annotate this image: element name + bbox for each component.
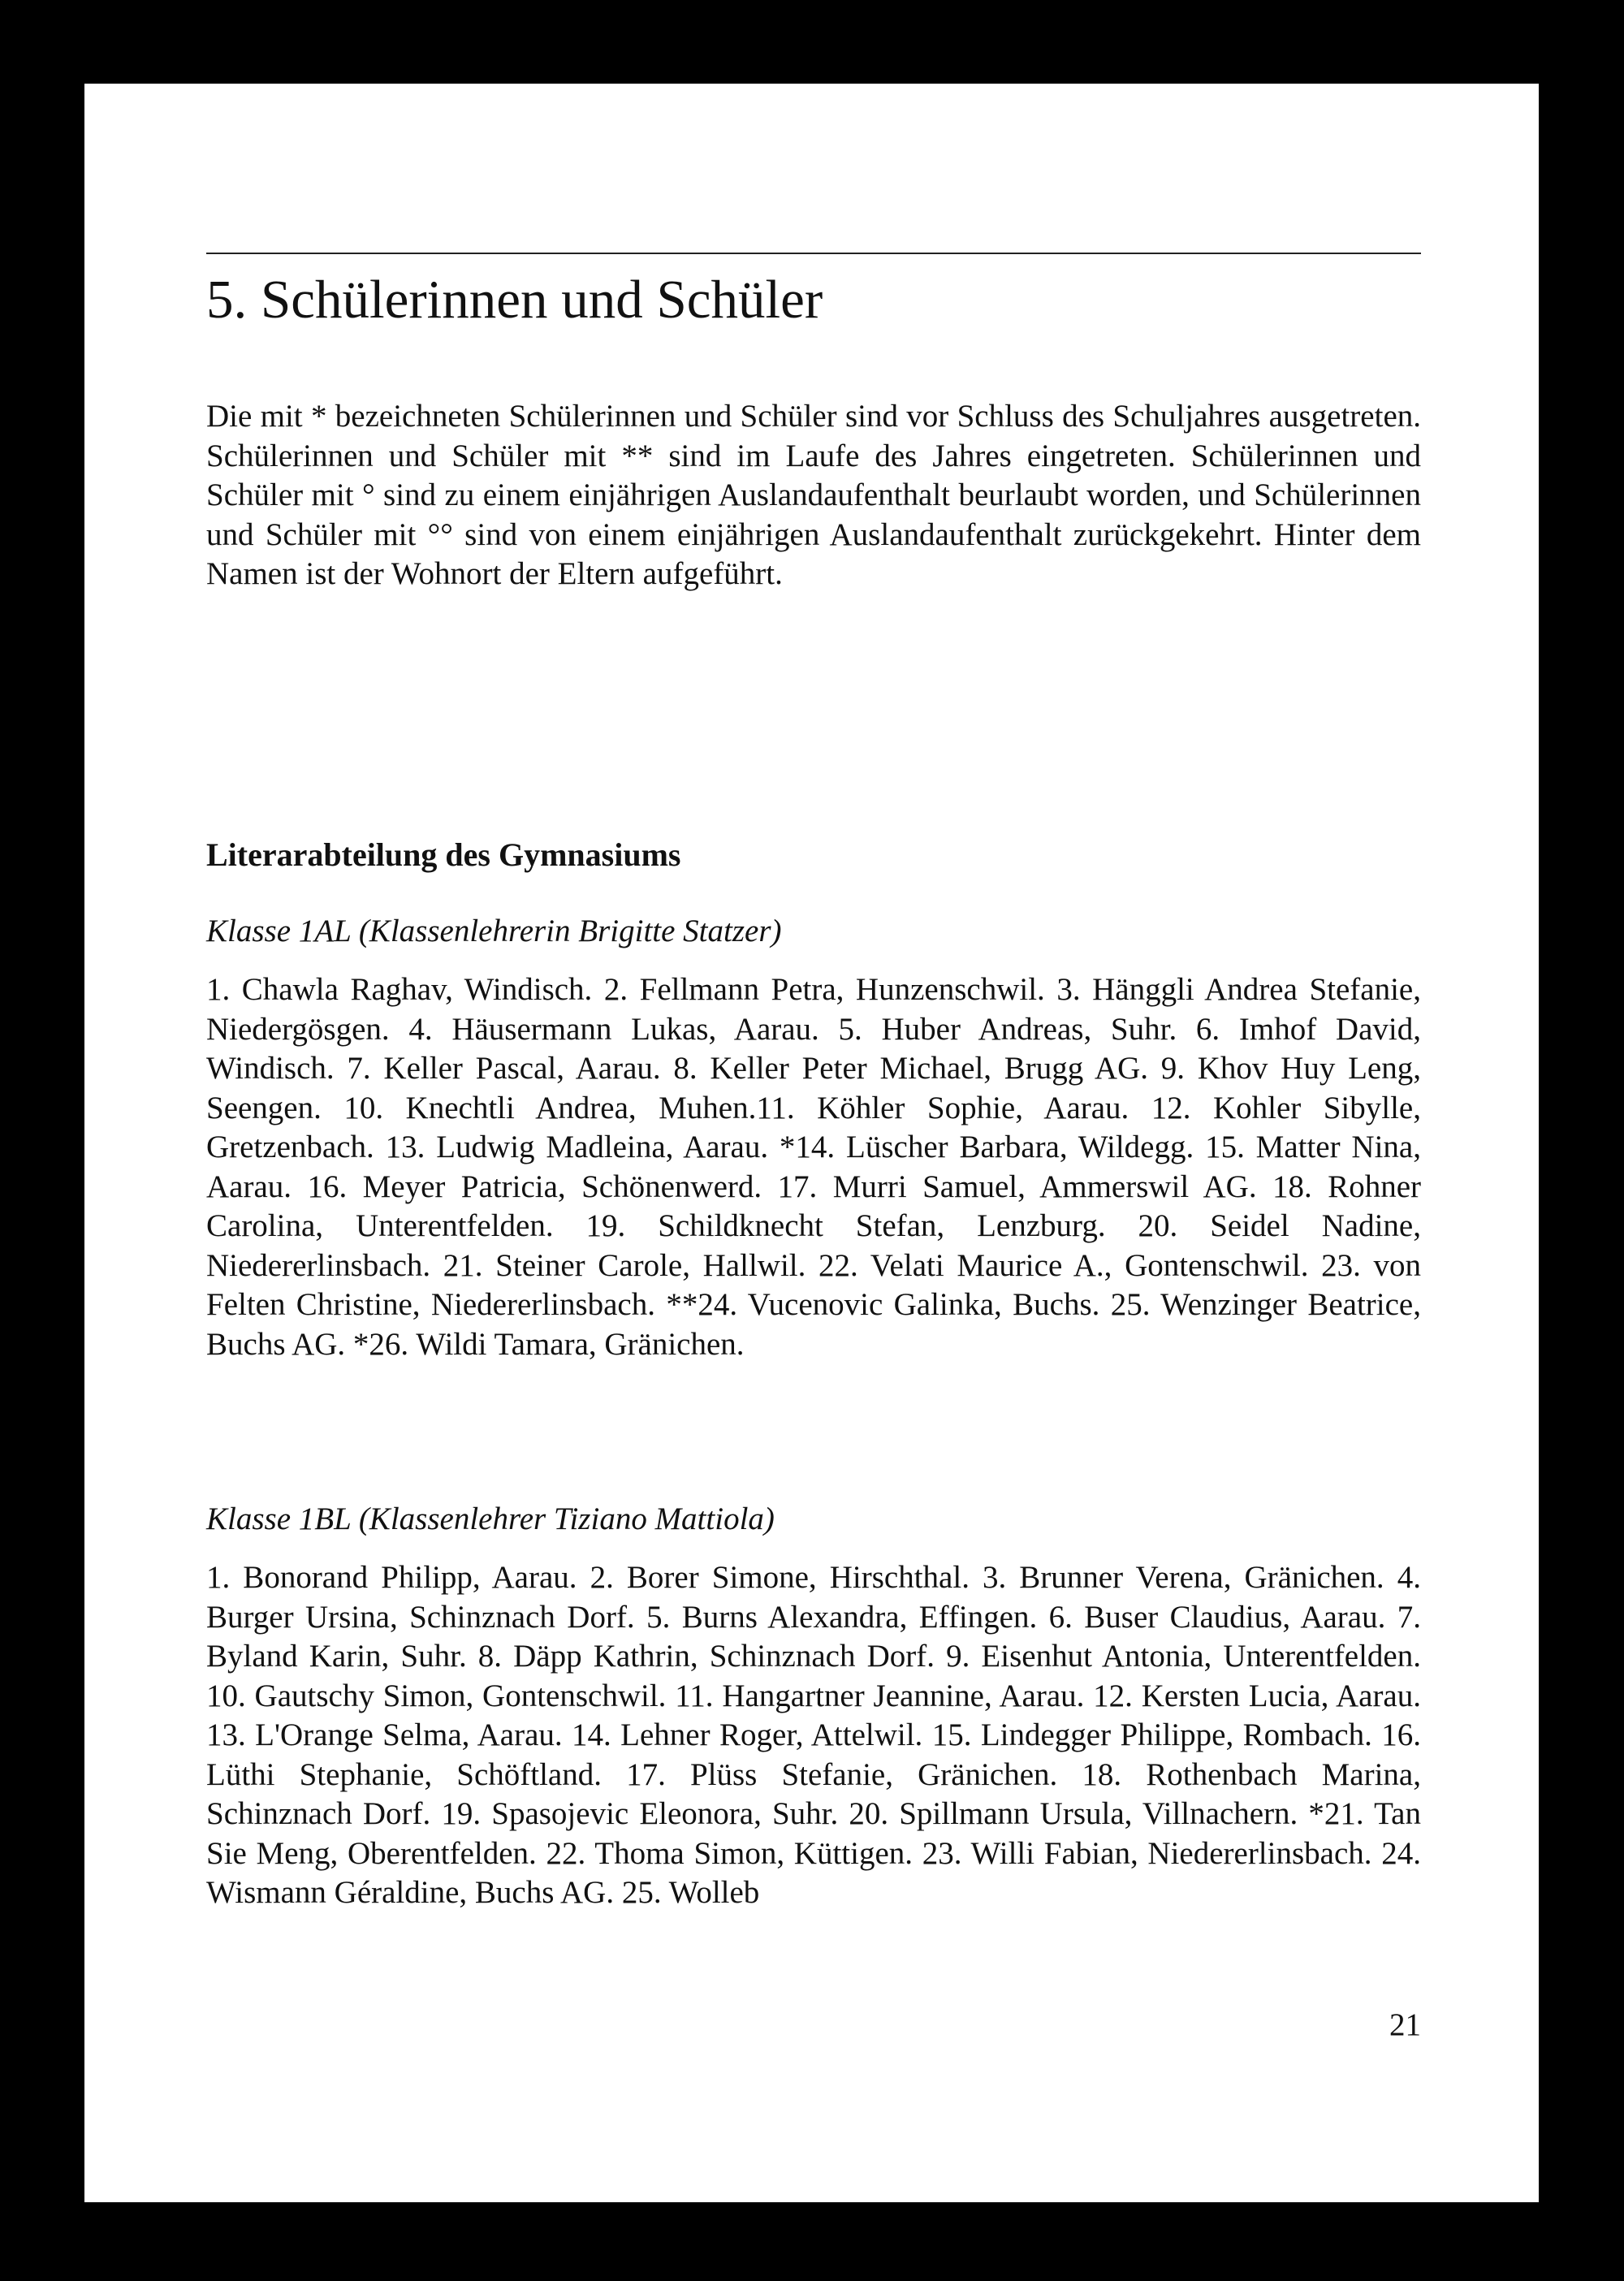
- student-list-1bl: 1. Bonorand Philipp, Aarau. 2. Borer Simone, Hirschthal. 3. Brunner Verena, Gränichen. 4. Burger Ursina, Schinznach Dorf. 5. Burns Alexandra, Effingen. 6. Buser Claudius, Aarau. 7. Byland Karin, Suhr. 8. Däpp Kathrin, Schinznach Dorf. 9. Eisenhut Antonia, Unterentfelden. 10. Gautschy Simon, Gontenschwil. 11. Hangartner Jeannine, Aarau. 12. Kersten Lucia, Aarau. 13. L'Orange Selma, Aarau. 14. Lehner Roger, Attelwil. 15. Lindegger Philippe, Rombach. 16. Lüthi Stephanie, Schöftland. 17. Plüss Stefanie, Gränichen. 18. Rothenbach Marina, Schinznach Dorf. 19. Spasojevic Eleonora, Suhr. 20. Spillmann Ursula, Villnachern. *21. Tan Sie Meng, Oberentfelden. 22. Thoma Simon, Küttigen. 23. Willi Fabian, Niedererlinsbach. 24. Wismann Géraldine, Buchs AG. 25. Wolleb: [206, 1560, 1421, 1910]
- intro-paragraph: Die mit * bezeichneten Schülerinnen und Schüler sind vor Schluss des Schuljahres ausgetreten. Schülerinnen und Schüler mit ** sind im Laufe des Jahres eingetreten. Schülerinnen und Schüler mit ° sind zu einem einjährigen Auslandaufenthalt beurlaubt worden, und Schülerinnen und Schüler mit °° sind von einem einjährigen Auslandaufenthalt zurückgekehrt. Hinter dem Namen ist der Wohnort der Eltern aufgeführt.: [206, 399, 1421, 591]
- chapter-heading: 5. Schülerinnen und Schüler: [206, 270, 823, 330]
- document-page: [84, 84, 1539, 2202]
- page-number: 21: [1389, 2007, 1421, 2042]
- student-list-1al: 1. Chawla Raghav, Windisch. 2. Fellmann Petra, Hunzenschwil. 3. Hänggli Andrea Stefanie, Niedergösgen. 4. Häusermann Lukas, Aarau. 5. Huber Andreas, Suhr. 6. Imhof David, Windisch. 7. Keller Pascal, Aarau. 8. Keller Peter Michael, Brugg AG. 9. Khov Huy Leng, Seengen. 10. Knechtli Andrea, Muhen.11. Köhler Sophie, Aarau. 12. Kohler Sibylle, Gretzenbach. 13. Ludwig Madleina, Aarau. *14. Lüscher Barbara, Wildegg. 15. Matter Nina, Aarau. 16. Meyer Patricia, Schönenwerd. 17. Murri Samuel, Ammerswil AG. 18. Rohner Carolina, Unterentfelden. 19. Schildknecht Stefan, Lenzburg. 20. Seidel Nadine, Niedererlinsbach. 21. Steiner Carole, Hallwil. 22. Velati Maurice A., Gontenschwil. 23. von Felten Christine, Niedererlinsbach. **24. Vucenovic Galinka, Buchs. 25. Wenzinger Beatrice, Buchs AG. *26. Wildi Tamara, Gränichen.: [206, 972, 1421, 1362]
- class-title-1bl: Klasse 1BL (Klassenlehrer Tiziano Mattiola): [206, 1501, 775, 1536]
- heading-rule: [206, 253, 1421, 254]
- class-title-1al: Klasse 1AL (Klassenlehrerin Brigitte Statzer): [206, 914, 782, 948]
- section-title: Literarabteilung des Gymnasiums: [206, 836, 681, 873]
